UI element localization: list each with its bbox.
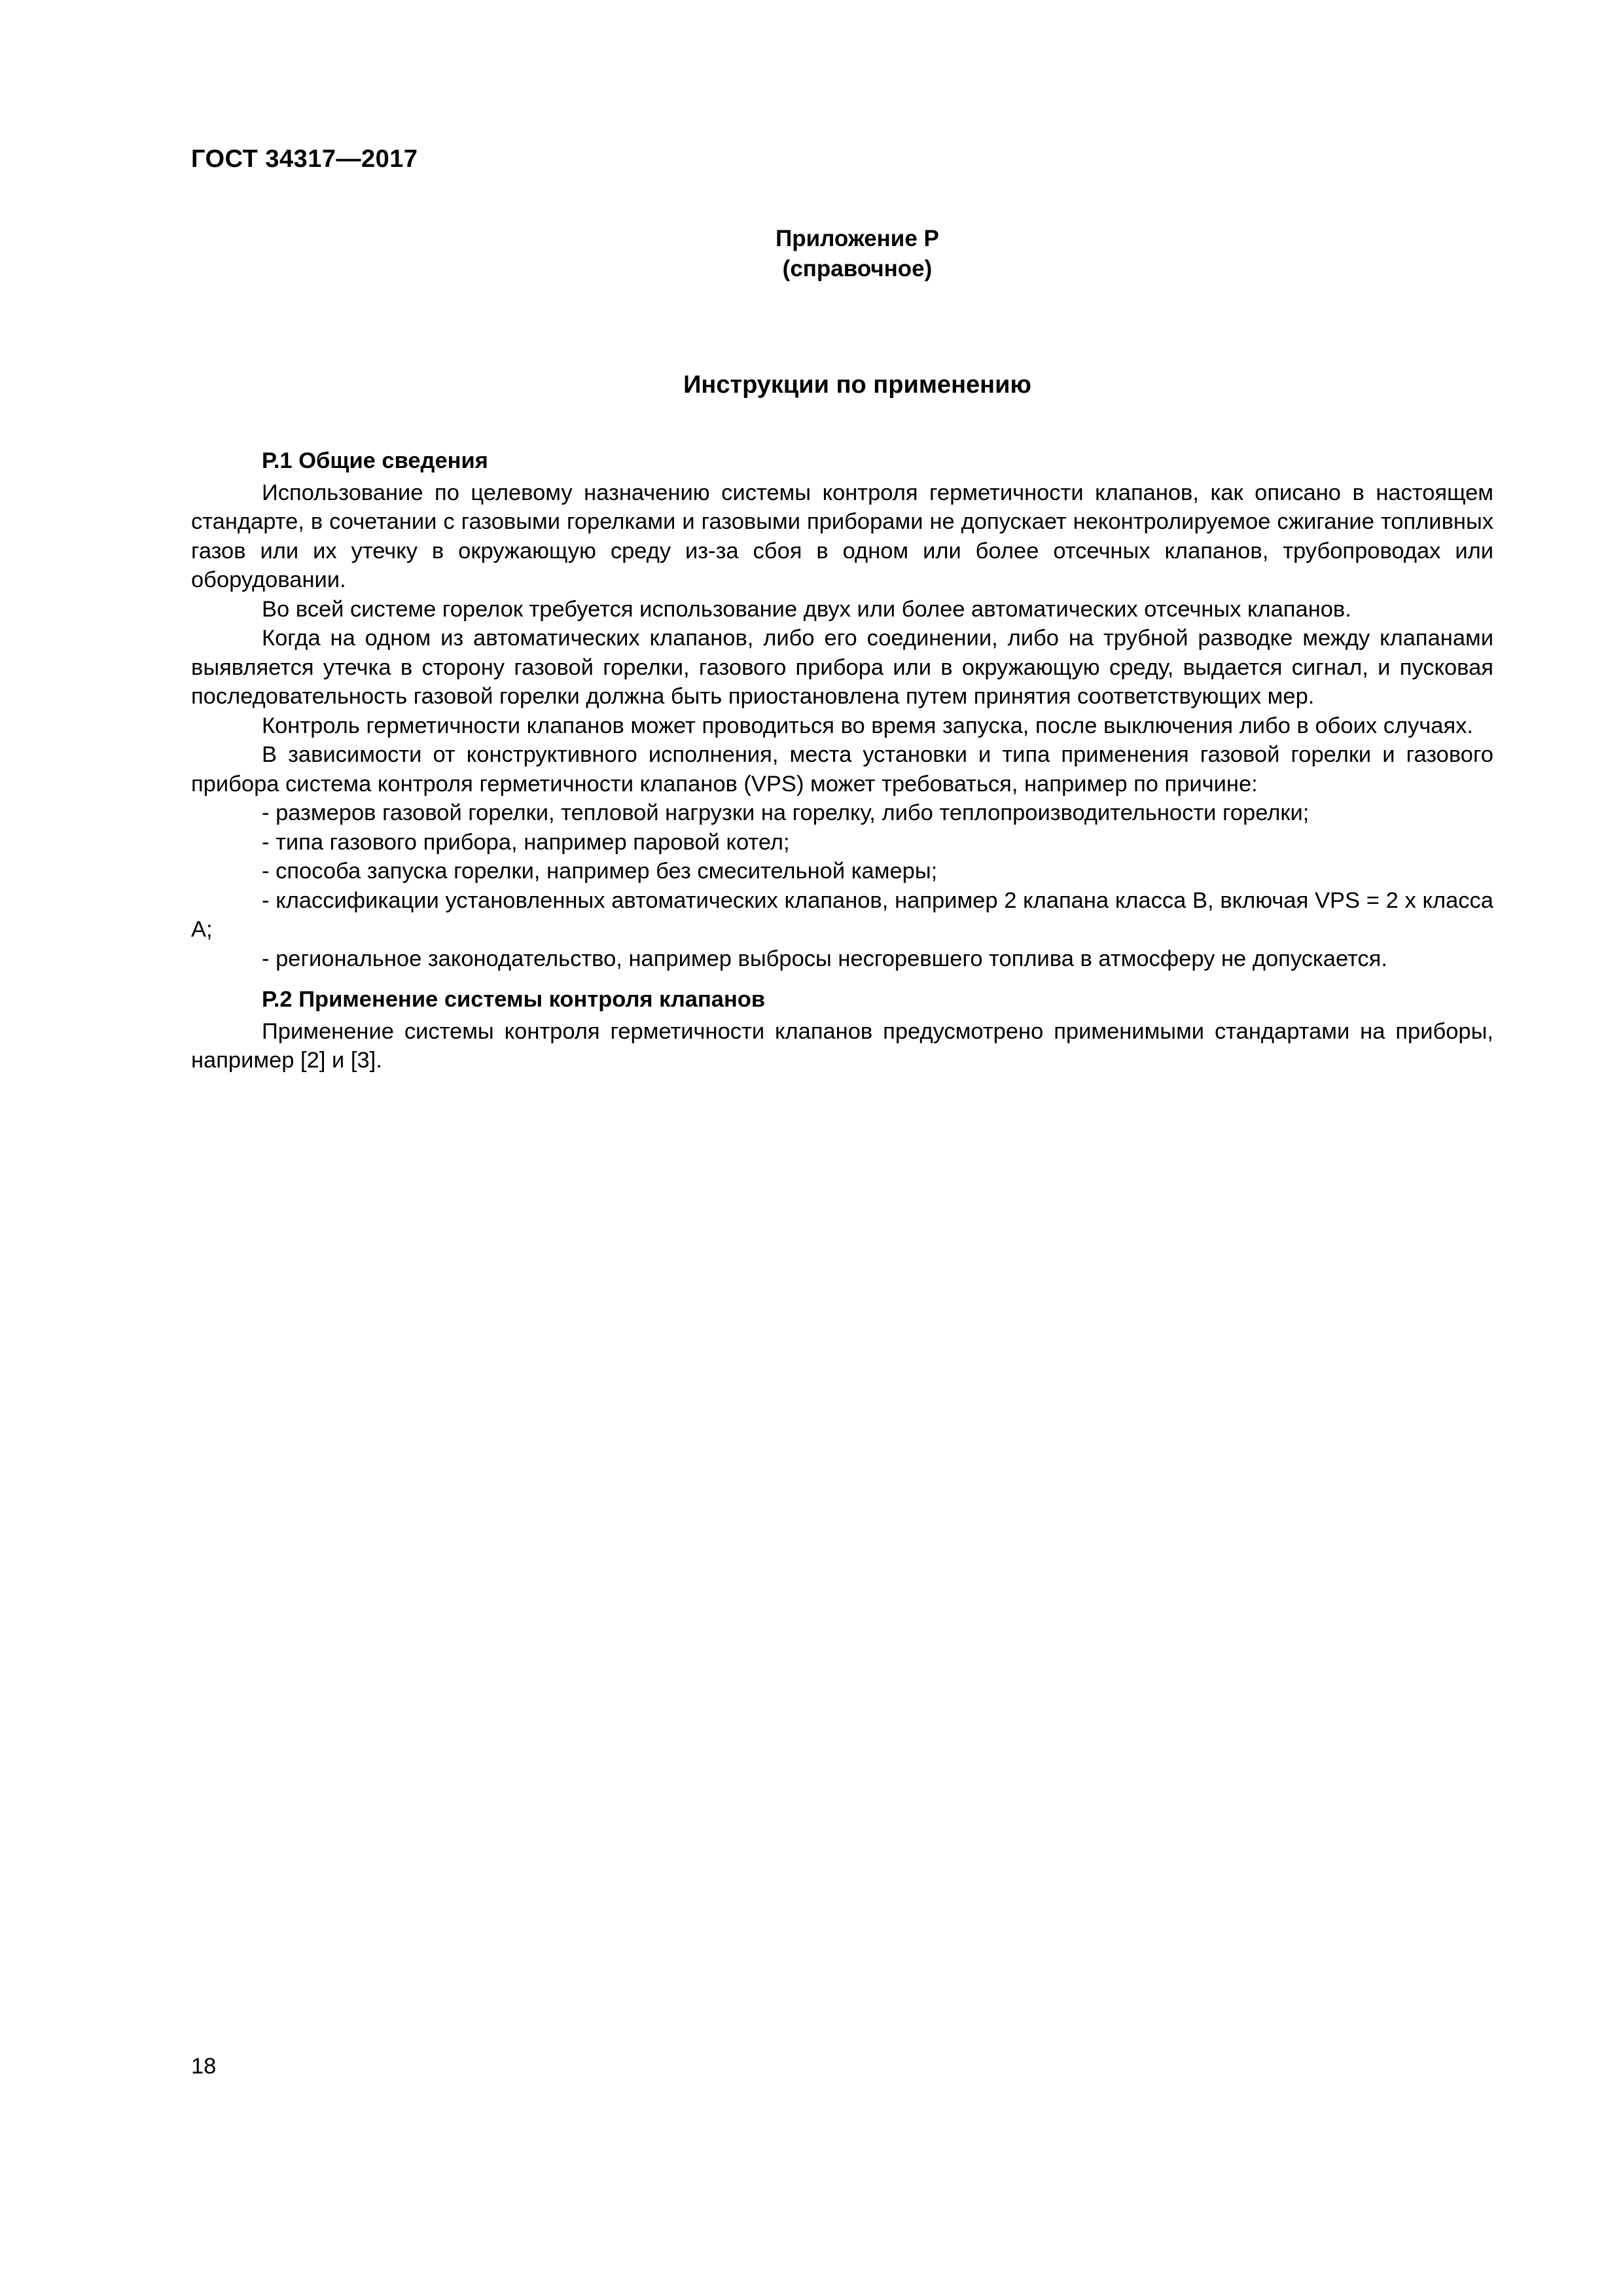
section-heading: Р.1 Общие сведения [262,448,488,473]
paragraph: Когда на одном из автоматических клапанов, либо его соединении, либо на трубной разводке между клапанами выявляется утечка в сторону газовой горелки, газового прибора или в окружающую среду, выдается сигнал, и пусковая последовательность газовой горелки должна быть приостановлена путем принятия соответствующих мер. [191,626,1493,709]
paragraph: Использование по целевому назначению системы контроля герметичности клапанов, как описано в настоящем стандарте, в сочетании с газовыми горелками и газовыми приборами не допускает неконтролируемое сжигание топливных газов или их утечку в окружающую среду из-за сбоя в одном или более отсечных клапанов, трубопроводах или оборудовании. [191,480,1493,592]
list-item: - региональное законодательство, например выбросы несгоревшего топлива в атмосферу не допускается. [262,946,1387,971]
paragraph: Во всей системе горелок требуется использование двух или более автоматических отсечных клапанов. [262,596,1351,622]
paragraph: Контроль герметичности клапанов может проводиться во время запуска, после выключения либо в обоих случаях. [262,713,1474,738]
standard-id: ГОСТ 34317—2017 [191,145,418,173]
annex-title: Приложение Р [776,226,939,251]
annex-kind: (справочное) [782,256,933,281]
document-body [191,446,1493,1075]
page-number: 18 [191,2054,217,2079]
section-heading: Р.2 Применение системы контроля клапанов [262,987,766,1012]
list-item: - размеров газовой горелки, тепловой нагрузки на горелку, либо теплопроизводительности горелки; [262,800,1310,825]
paragraph: В зависимости от конструктивного исполнения, места установки и типа применения газовой горелки и газового прибора система контроля герметичности клапанов (VPS) может требоваться, например по причине: [191,742,1493,797]
list-item: - классификации установленных автоматических клапанов, например 2 клапана класса В, включая VPS = 2 х класса А; [191,888,1493,942]
list-item: - способа запуска горелки, например без смесительной камеры; [262,859,938,884]
list-item: - типа газового прибора, например паровой котел; [262,829,790,855]
annex-heading: Инструкции по применению [683,371,1031,399]
paragraph: Применение системы контроля герметичности клапанов предусмотрено применимыми стандартами на приборы, например [2] и [3]. [191,1018,1493,1073]
